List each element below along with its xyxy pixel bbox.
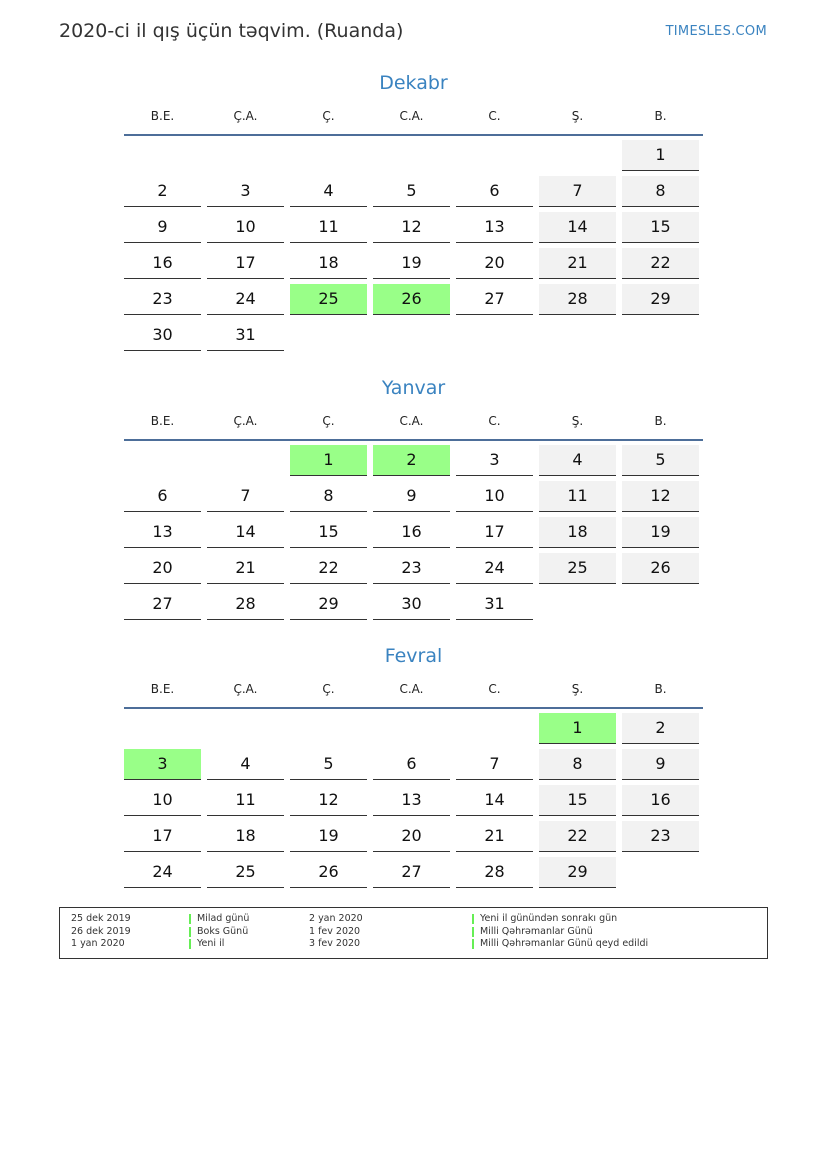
day-cell: 12 (622, 481, 699, 512)
day-cell: 27 (456, 284, 533, 315)
day-cell: 11 (207, 785, 284, 816)
day-cell: 28 (456, 857, 533, 888)
empty-cell (124, 445, 201, 475)
month-fevral (124, 643, 703, 888)
day-cell: 20 (456, 248, 533, 279)
day-cell: 20 (373, 821, 450, 852)
day-cell: 29 (539, 857, 616, 888)
legend-color-marker (472, 914, 474, 924)
day-grid (124, 713, 703, 888)
legend-color-marker (189, 939, 191, 949)
month-title: Fevral (384, 645, 443, 667)
day-cell: 31 (207, 320, 284, 351)
empty-cell (456, 713, 533, 743)
day-cell: 23 (373, 553, 450, 584)
day-cell: 17 (456, 517, 533, 548)
day-cell: 10 (456, 481, 533, 512)
holiday-day-cell: 25 (290, 284, 367, 315)
day-cell: 23 (622, 821, 699, 852)
day-cell: 15 (290, 517, 367, 548)
empty-cell (456, 320, 533, 350)
legend-holiday-name: Milad günü (197, 913, 250, 924)
day-cell: 5 (373, 176, 450, 207)
day-cell: 24 (124, 857, 201, 888)
day-cell: 8 (290, 481, 367, 512)
weekday-header (124, 679, 703, 699)
empty-cell (622, 320, 699, 350)
day-cell: 11 (539, 481, 616, 512)
day-cell: 21 (539, 248, 616, 279)
day-cell: 17 (207, 248, 284, 279)
day-cell: 1 (622, 140, 699, 171)
legend-holiday-name: Milli Qəhrəmanlar Günü (480, 925, 593, 937)
weekday-label: Ç.A. (233, 414, 258, 428)
day-grid (124, 445, 703, 620)
day-cell: 22 (622, 248, 699, 279)
day-cell: 4 (207, 749, 284, 780)
day-cell: 9 (373, 481, 450, 512)
day-cell: 18 (207, 821, 284, 852)
day-cell: 13 (456, 212, 533, 243)
day-cell: 27 (373, 857, 450, 888)
day-cell: 11 (290, 212, 367, 243)
weekday-label: C. (488, 109, 501, 123)
holiday-day-cell: 1 (290, 445, 367, 476)
day-cell: 14 (456, 785, 533, 816)
weekday-label: C. (488, 682, 501, 696)
weekday-label: B. (654, 109, 667, 123)
empty-cell (622, 589, 699, 619)
weekday-label: B. (654, 414, 667, 428)
empty-cell (373, 713, 450, 743)
legend-date: 1 yan 2020 (71, 938, 125, 949)
day-cell: 24 (207, 284, 284, 315)
day-cell: 5 (290, 749, 367, 780)
holiday-day-cell: 26 (373, 284, 450, 315)
weekday-label: C.A. (399, 682, 424, 696)
weekday-label: Ş. (571, 414, 584, 428)
day-cell: 27 (124, 589, 201, 620)
day-cell: 9 (124, 212, 201, 243)
weekday-label: C.A. (399, 109, 424, 123)
legend-color-marker (189, 927, 191, 937)
day-cell: 3 (456, 445, 533, 476)
empty-cell (373, 320, 450, 350)
holiday-day-cell: 2 (373, 445, 450, 476)
weekday-label: B.E. (150, 682, 175, 696)
day-cell: 16 (373, 517, 450, 548)
day-cell: 31 (456, 589, 533, 620)
day-cell: 10 (124, 785, 201, 816)
day-cell: 19 (373, 248, 450, 279)
month-yanvar (124, 375, 703, 620)
day-cell: 4 (290, 176, 367, 207)
day-cell: 28 (539, 284, 616, 315)
empty-cell (539, 140, 616, 170)
day-cell: 6 (124, 481, 201, 512)
empty-cell (290, 713, 367, 743)
day-cell: 29 (290, 589, 367, 620)
day-cell: 13 (124, 517, 201, 548)
empty-cell (539, 320, 616, 350)
day-cell: 5 (622, 445, 699, 476)
holiday-day-cell: 3 (124, 749, 201, 780)
empty-cell (124, 140, 201, 170)
weekday-label: Ç. (322, 414, 335, 428)
weekday-label: B.E. (150, 109, 175, 123)
empty-cell (207, 140, 284, 170)
day-cell: 14 (539, 212, 616, 243)
weekday-label: C.A. (399, 414, 424, 428)
day-cell: 15 (539, 785, 616, 816)
day-cell: 15 (622, 212, 699, 243)
header-rule (124, 707, 703, 709)
day-cell: 2 (622, 713, 699, 744)
empty-cell (290, 320, 367, 350)
legend-holiday-name: Yeni il (197, 938, 225, 949)
weekday-label: C. (488, 414, 501, 428)
weekday-label: Ç. (322, 109, 335, 123)
weekday-header (124, 411, 703, 431)
day-cell: 29 (622, 284, 699, 315)
empty-cell (207, 445, 284, 475)
empty-cell (290, 140, 367, 170)
day-cell: 4 (539, 445, 616, 476)
day-cell: 19 (290, 821, 367, 852)
brand-link[interactable]: TIMESLES.COM (665, 24, 767, 39)
day-cell: 24 (456, 553, 533, 584)
legend-holiday-name: Boks Günü (197, 925, 249, 937)
weekday-header (124, 106, 703, 126)
day-cell: 20 (124, 553, 201, 584)
day-cell: 16 (124, 248, 201, 279)
day-cell: 19 (622, 517, 699, 548)
day-cell: 18 (290, 248, 367, 279)
day-cell: 6 (456, 176, 533, 207)
day-cell: 14 (207, 517, 284, 548)
day-cell: 22 (290, 553, 367, 584)
header-rule (124, 439, 703, 441)
legend-date: 3 fev 2020 (309, 938, 361, 949)
day-cell: 25 (539, 553, 616, 584)
day-cell: 13 (373, 785, 450, 816)
day-cell: 3 (207, 176, 284, 207)
holiday-day-cell: 1 (539, 713, 616, 744)
weekday-label: Ç.A. (233, 682, 258, 696)
day-cell: 8 (622, 176, 699, 207)
day-cell: 17 (124, 821, 201, 852)
legend-date: 2 yan 2020 (309, 913, 363, 924)
day-cell: 6 (373, 749, 450, 780)
legend-date: 25 dek 2019 (71, 913, 131, 924)
legend-color-marker (472, 927, 474, 937)
month-title: Yanvar (381, 377, 446, 399)
day-cell: 23 (124, 284, 201, 315)
day-cell: 7 (207, 481, 284, 512)
day-cell: 9 (622, 749, 699, 780)
weekday-label: Ş. (571, 109, 584, 123)
empty-cell (622, 857, 699, 887)
weekday-label: Ç. (322, 682, 335, 696)
day-cell: 2 (124, 176, 201, 207)
day-cell: 7 (456, 749, 533, 780)
day-cell: 28 (207, 589, 284, 620)
empty-cell (456, 140, 533, 170)
legend-color-marker (472, 939, 474, 949)
legend-date: 1 fev 2020 (309, 925, 361, 937)
legend-holiday-name: Milli Qəhrəmanlar Günü qeyd edildi (480, 938, 649, 949)
day-cell: 21 (456, 821, 533, 852)
day-cell: 30 (124, 320, 201, 351)
day-cell: 7 (539, 176, 616, 207)
day-cell: 26 (290, 857, 367, 888)
legend-holiday-name: Yeni il günündən sonrakı gün (480, 913, 618, 924)
day-grid (124, 140, 703, 351)
empty-cell (373, 140, 450, 170)
header-rule (124, 134, 703, 136)
day-cell: 30 (373, 589, 450, 620)
day-cell: 26 (622, 553, 699, 584)
day-cell: 12 (373, 212, 450, 243)
day-cell: 21 (207, 553, 284, 584)
month-dekabr (124, 70, 703, 351)
day-cell: 25 (207, 857, 284, 888)
empty-cell (539, 589, 616, 619)
page-title: 2020-ci il qış üçün təqvim. (Ruanda) (59, 20, 404, 42)
day-cell: 12 (290, 785, 367, 816)
legend-color-marker (189, 914, 191, 924)
weekday-label: Ş. (571, 682, 584, 696)
weekday-label: B. (654, 682, 667, 696)
month-title: Dekabr (379, 72, 448, 94)
empty-cell (124, 713, 201, 743)
day-cell: 10 (207, 212, 284, 243)
day-cell: 18 (539, 517, 616, 548)
legend-date: 26 dek 2019 (71, 925, 131, 937)
weekday-label: B.E. (150, 414, 175, 428)
holiday-legend (59, 907, 768, 959)
day-cell: 16 (622, 785, 699, 816)
day-cell: 22 (539, 821, 616, 852)
day-cell: 8 (539, 749, 616, 780)
empty-cell (207, 713, 284, 743)
weekday-label: Ç.A. (233, 109, 258, 123)
